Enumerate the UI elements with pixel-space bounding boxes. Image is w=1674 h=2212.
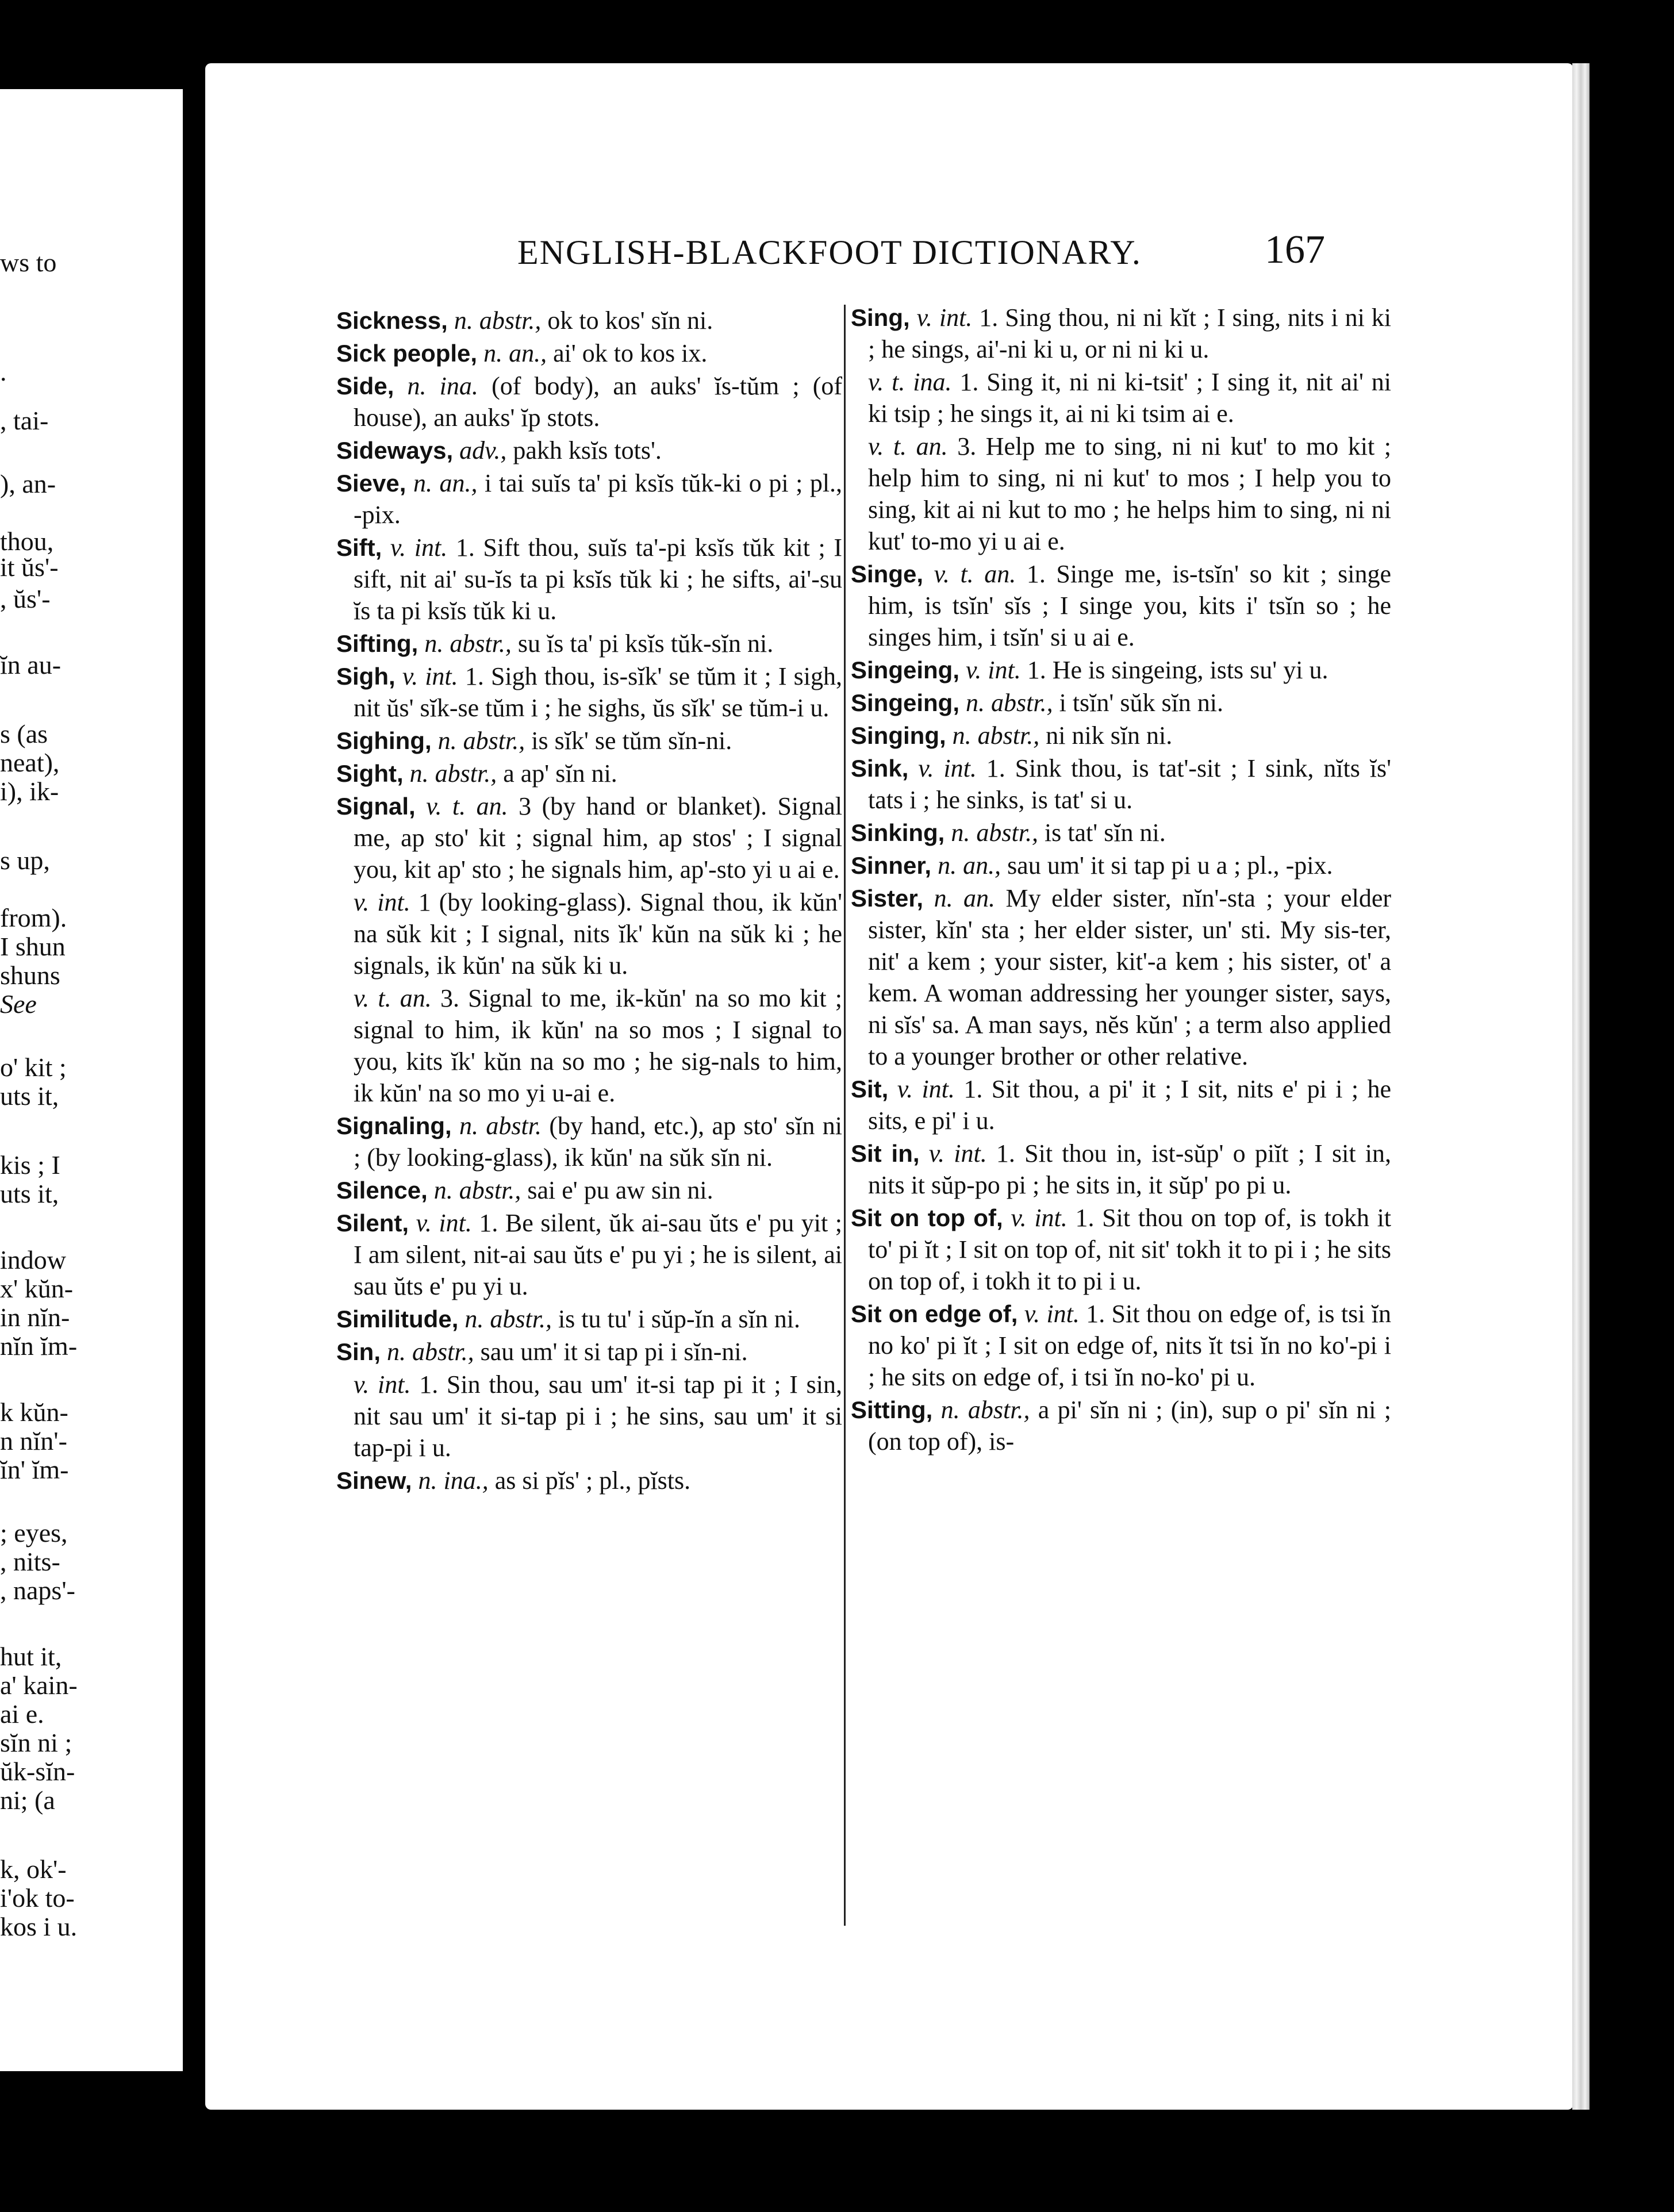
entry-headword: Sighing, xyxy=(336,727,432,754)
entry-grammar: n. abstr., xyxy=(966,689,1053,717)
left-page-text-fragment: k kŭn- xyxy=(0,1397,68,1427)
dictionary-entry xyxy=(851,1394,1391,1457)
dictionary-entry xyxy=(336,1207,842,1302)
left-page-text-fragment: n nĭn'- xyxy=(0,1426,67,1456)
dictionary-entry xyxy=(851,850,1391,881)
entry-headword: Sinew, xyxy=(336,1467,412,1494)
left-page-text-fragment: indow xyxy=(0,1245,66,1274)
left-page-text-fragment: kos i u. xyxy=(0,1912,78,1941)
entry-headword: Sift, xyxy=(336,534,382,561)
entry-definition: (of body), an auks' ĭs-tŭm ; (of house), an auks' ĭp stots. xyxy=(354,372,843,432)
entry-definition: 1. Sin thou, sau um' it-si tap pi it ; I sin, nit sau um' it si-tap pi i ; he sins, sau um' it si tap-pi i u. xyxy=(354,1370,843,1462)
entry-grammar: n. abstr., xyxy=(940,1396,1030,1424)
entry-grammar: n. abstr., xyxy=(437,727,525,755)
dictionary-entry xyxy=(851,1138,1391,1201)
entry-headword: Similitude, xyxy=(336,1305,459,1332)
dictionary-entry xyxy=(851,366,1391,429)
entry-grammar: v. int. xyxy=(354,1370,411,1399)
entry-headword: Sickness, xyxy=(336,307,448,334)
left-page-text-fragment: o' kit ; xyxy=(0,1053,67,1082)
entry-definition: is tu tu' i sŭp-ĭn a sĭn ni. xyxy=(558,1305,801,1333)
column-divider xyxy=(844,305,846,1926)
dictionary-column-right xyxy=(851,302,1391,1458)
entry-definition: 1. Sit thou on edge of, is tsi ĭn no ko' pi ĭt ; I sit on edge of, nits ĭt tsi ĭn no ko'-pi i ; he sits on edge of, i tsi ĭn no-ko' pi u. xyxy=(868,1300,1392,1391)
dictionary-entry xyxy=(336,1174,842,1206)
entry-grammar: n. abstr. xyxy=(459,1112,542,1140)
left-page-text-fragment: ), an- xyxy=(0,469,56,498)
dictionary-entry xyxy=(851,558,1391,653)
entry-grammar: v. t. an. xyxy=(934,560,1016,588)
left-page-text-fragment: ĭn au- xyxy=(0,650,62,679)
entry-definition: sai e' pu aw sin ni. xyxy=(527,1176,713,1204)
entry-headword: Sit, xyxy=(851,1076,889,1103)
entry-definition: ai' ok to kos ix. xyxy=(553,339,708,367)
dictionary-entry xyxy=(851,720,1391,751)
dictionary-entry xyxy=(851,1202,1391,1297)
entry-headword: Sieve, xyxy=(336,470,406,497)
left-page-text-fragment: , nits- xyxy=(0,1547,60,1576)
entry-headword: Sight, xyxy=(336,760,404,787)
entry-grammar: v. int. xyxy=(966,656,1021,684)
entry-headword: Sit on edge of, xyxy=(851,1300,1018,1327)
entry-definition: 3. Help me to sing, ni ni kut' to mo kit ; help him to sing, ni ni kut' to mos ; I help you to sing, kit ai ni kut to mo ; he helps him to sing, ni ni kut' to-mo yi u ai e. xyxy=(868,432,1391,555)
left-page-text-fragment: i'ok to- xyxy=(0,1883,75,1913)
dictionary-entry xyxy=(336,628,842,659)
entry-definition: 3. Signal to me, ik-kŭn' na so mo kit ; signal to him, ik kŭn' na so mos ; I signal to you, kits ĭk' kŭn na so mo ; he sig-nals to him, ik kŭn' na so mo yi u-ai e. xyxy=(354,984,842,1107)
entry-grammar: v. t. an. xyxy=(354,984,432,1012)
dictionary-entry xyxy=(336,758,842,789)
entry-grammar: n. ina., xyxy=(418,1466,489,1495)
entry-definition: 1. Sit thou, a pi' it ; I sit, nits e' pi i ; he sits, e pi' i u. xyxy=(868,1075,1392,1135)
left-page-text-fragment: ; eyes, xyxy=(0,1518,68,1547)
entry-grammar: n. abstr., xyxy=(454,306,542,335)
entry-headword: Sifting, xyxy=(336,630,418,657)
entry-definition: 1. Sink thou, is tat'-sit ; I sink, nĭts ĭs' tats i ; he sinks, is tat' si u. xyxy=(868,754,1392,814)
entry-grammar: n. abstr., xyxy=(464,1305,552,1333)
entry-headword: Side, xyxy=(336,372,394,400)
dictionary-column-left xyxy=(336,305,842,1497)
dictionary-entry xyxy=(336,305,842,336)
entry-definition: 1. Sit thou in, ist-sŭp' o piĭt ; I sit in, nits it sŭp-po pi ; he sits in, it sŭp' po pi u. xyxy=(868,1139,1392,1199)
entry-grammar: n. abstr., xyxy=(387,1338,474,1366)
entry-definition: 1. Sing thou, ni ni kĭt ; I sing, nits i ni ki ; he sings, ai'-ni ki u, or ni ni ki u. xyxy=(868,304,1392,363)
entry-grammar: v. int. xyxy=(916,304,973,332)
dictionary-entry xyxy=(336,435,842,466)
entry-definition: 1. Singe me, is-tsĭn' so kit ; singe him, is tsĭn' sĭs ; I singe you, kits i' tsĭn so ; he singes him, i tsĭn' si u ai e. xyxy=(868,560,1391,651)
entry-headword: Sitting, xyxy=(851,1396,933,1423)
entry-definition: 1. Sit thou on top of, is tokh it to' pi ĭt ; I sit on top of, nit sit' tokh it to pi i ; he sits on top of, i tokh it to pi i u. xyxy=(868,1204,1392,1295)
entry-grammar: v. int. xyxy=(918,754,977,782)
dictionary-entry xyxy=(336,725,842,756)
entry-headword: Sit in, xyxy=(851,1140,920,1167)
entry-grammar: n. an., xyxy=(413,469,478,497)
entry-grammar: n. abstr., xyxy=(424,629,512,658)
entry-headword: Sideways, xyxy=(336,437,454,464)
entry-definition: i tai suĭs ta' pi ksĭs tŭk-ki o pi ; pl., -pix. xyxy=(354,469,843,529)
entry-headword: Sin, xyxy=(336,1338,381,1365)
entry-headword: Silent, xyxy=(336,1209,409,1236)
entry-headword: Singing, xyxy=(851,722,946,749)
entry-headword: Silence, xyxy=(336,1177,428,1204)
dictionary-entry xyxy=(851,1298,1391,1393)
left-page-text-fragment: neat), xyxy=(0,748,60,777)
entry-headword: Singeing, xyxy=(851,689,959,716)
dictionary-entry xyxy=(851,817,1391,848)
entry-grammar: v. int. xyxy=(354,888,410,916)
left-page-text-fragment: hut it, xyxy=(0,1642,62,1671)
entry-definition: as si pĭs' ; pl., pĭsts. xyxy=(494,1466,691,1495)
dictionary-entry xyxy=(851,687,1391,719)
left-page-text-fragment: it ŭs'- xyxy=(0,552,59,582)
entry-definition: i tsĭn' sŭk sĭn ni. xyxy=(1059,689,1224,717)
entry-headword: Signal, xyxy=(336,793,416,820)
entry-definition: 1 (by looking-glass). Signal thou, ik kŭn' na sŭk kit ; I signal, nits ĭk' kŭn na sŭk ki ; he signals, ik kŭn' na sŭk ki u. xyxy=(354,888,843,980)
left-page-text-fragment: I shun xyxy=(0,932,66,961)
left-page-text-fragment: i), ik- xyxy=(0,777,59,806)
entry-grammar: v. int. xyxy=(897,1075,955,1103)
dictionary-entry xyxy=(336,1465,842,1496)
left-page-text-fragment: s up, xyxy=(0,846,50,875)
dictionary-entry xyxy=(851,752,1391,816)
entry-grammar: n. an., xyxy=(483,339,547,367)
dictionary-entry xyxy=(336,467,842,531)
entry-definition: su ĭs ta' pi ksĭs tŭk-sĭn ni. xyxy=(517,629,774,658)
left-page-text-fragment: ni; (a xyxy=(0,1785,55,1815)
dictionary-entry xyxy=(336,1303,842,1335)
entry-grammar: n. abstr., xyxy=(409,759,497,788)
entry-headword: Sit on top of, xyxy=(851,1204,1003,1231)
entry-definition: sau um' it si tap pi u a ; pl., -pix. xyxy=(1007,851,1333,880)
entry-headword: Sister, xyxy=(851,885,924,912)
entry-grammar: n. abstr., xyxy=(433,1176,521,1204)
entry-grammar: v. int. xyxy=(416,1209,472,1237)
entry-definition: ok to kos' sĭn ni. xyxy=(547,306,713,335)
dictionary-entry xyxy=(336,660,842,724)
left-page-text-fragment: . xyxy=(0,357,7,386)
running-header: ENGLISH-BLACKFOOT DICTIONARY. xyxy=(517,233,1142,271)
left-page-text-fragment: ai e. xyxy=(0,1699,44,1729)
entry-headword: Sigh, xyxy=(336,663,396,690)
entry-definition: 1. Be silent, ŭk ai-sau ŭts e' pu yit ; I am silent, nit-ai sau ŭts e' pu yi ; he is silent, ai sau ŭts e' pu yi u. xyxy=(354,1209,843,1300)
dictionary-entry xyxy=(336,982,842,1109)
left-page-text-fragment: , ŭs'- xyxy=(0,584,51,613)
entry-grammar: n. abstr., xyxy=(951,819,1038,847)
dictionary-entry xyxy=(336,1110,842,1173)
dictionary-entry xyxy=(336,1369,842,1464)
dictionary-entry xyxy=(336,337,842,369)
entry-definition: ni nik sĭn ni. xyxy=(1046,721,1173,750)
left-page-text-fragment: s (as xyxy=(0,719,48,748)
entry-grammar: adv., xyxy=(459,436,507,464)
entry-grammar: v. int. xyxy=(402,662,458,690)
entry-grammar: n. an., xyxy=(938,851,1001,880)
left-page-text-fragment: uts it, xyxy=(0,1081,59,1111)
left-page-text-fragment: from). xyxy=(0,903,67,932)
left-page-text-fragment: x' kŭn- xyxy=(0,1274,74,1303)
dictionary-entry xyxy=(336,370,842,433)
left-page-text-fragment: , naps'- xyxy=(0,1576,75,1605)
entry-grammar: v. t. ina. xyxy=(868,368,952,396)
entry-definition: pakh ksĭs tots'. xyxy=(513,436,662,464)
entry-definition: 1. Sift thou, suĭs ta'-pi ksĭs tŭk kit ; I sift, nit ai' su-ĭs ta pi ksĭs tŭk ki ; he sifts, ai'-su ĭs ta pi ksĭs tŭk ki u. xyxy=(354,533,842,625)
left-page-text-fragment: , tai- xyxy=(0,406,49,435)
entry-headword: Sinner, xyxy=(851,852,932,879)
entry-definition: is sĭk' se tŭm sĭn-ni. xyxy=(531,727,732,755)
dictionary-entry xyxy=(851,302,1391,365)
entry-headword: Sink, xyxy=(851,755,909,782)
entry-headword: Signaling, xyxy=(336,1112,452,1139)
entry-definition: 3 (by hand or blanket). Signal me, ap sto' kit ; signal him, ap stos' ; I signal you, kit ap' sto ; he signals him, ap'-sto yi u ai e. xyxy=(354,792,842,884)
entry-headword: Singe, xyxy=(851,560,924,587)
dictionary-entry xyxy=(851,431,1391,557)
dictionary-entry xyxy=(336,532,842,627)
left-page-text-fragment: thou, xyxy=(0,527,54,556)
left-page-text-fragment: uts it, xyxy=(0,1179,59,1208)
page-number: 167 xyxy=(1265,228,1325,272)
dictionary-entry xyxy=(851,882,1391,1072)
entry-definition: sau um' it si tap pi i sĭn-ni. xyxy=(480,1338,748,1366)
entry-definition: 1. Sigh thou, is-sĭk' se tŭm it ; I sigh, nit ŭs' sĭk-se tŭm i ; he sighs, ŭs sĭk' se tŭm-i u. xyxy=(354,662,843,722)
entry-headword: Sing, xyxy=(851,304,910,331)
entry-definition: (by hand, etc.), ap sto' sĭn ni ; (by looking-glass), ik kŭn' na sŭk sĭn ni. xyxy=(354,1112,842,1172)
entry-definition: a ap' sĭn ni. xyxy=(503,759,617,788)
entry-definition: 1. He is singeing, ists su' yi u. xyxy=(1027,656,1329,684)
entry-grammar: v. t. an. xyxy=(426,792,508,820)
entry-headword: Sinking, xyxy=(851,819,945,846)
entry-grammar: n. abstr., xyxy=(952,721,1040,750)
entry-grammar: v. int. xyxy=(390,533,448,562)
left-page-text-fragment: in nĭn- xyxy=(0,1303,70,1332)
entry-definition: My elder sister, nĭn'-sta ; your elder sister, kĭn' sta ; her elder sister, un' sti. My sis-ter, nit' a kem ; your sister, kit'-a kem ; his sister, ot' a kem. A woman addressing her younger sister, says, ni sĭs' sa. A man says, nĕs kŭn' ; a term also applied to a younger brother or other relative. xyxy=(868,884,1392,1070)
entry-grammar: v. int. xyxy=(928,1139,987,1168)
left-page-text-fragment: shuns xyxy=(0,961,60,990)
left-page xyxy=(0,89,183,2071)
entry-definition: is tat' sĭn ni. xyxy=(1044,819,1166,847)
left-page-text-fragment: ŭk-sĭn- xyxy=(0,1757,75,1786)
book-spine-edge xyxy=(1572,63,1589,2110)
left-page-text-fragment: nĭn ĭm- xyxy=(0,1331,78,1361)
entry-headword: Singeing, xyxy=(851,656,959,683)
left-page-text-fragment: ĭn' ĭm- xyxy=(0,1455,69,1484)
entry-definition: 1. Sing it, ni ni ki-tsit' ; I sing it, nit ai' ni ki tsip ; he sings it, ai ni ki tsim ai e. xyxy=(868,368,1391,428)
dictionary-entry xyxy=(336,790,842,885)
left-page-text-fragment: sĭn ni ; xyxy=(0,1728,72,1757)
left-page-text-fragment: See xyxy=(0,989,37,1019)
entry-grammar: v. int. xyxy=(1011,1204,1068,1232)
dictionary-entry xyxy=(851,1073,1391,1136)
entry-definition: a pi' sĭn ni ; (in), sup o pi' sĭn ni ; (on top of), is- xyxy=(868,1396,1392,1456)
dictionary-entry xyxy=(336,1336,842,1368)
left-page-text-fragment: k, ok'- xyxy=(0,1854,67,1884)
entry-grammar: n. ina. xyxy=(407,372,478,400)
entry-headword: Sick people, xyxy=(336,340,478,367)
left-page-text-fragment: a' kain- xyxy=(0,1670,78,1700)
entry-grammar: v. int. xyxy=(1024,1300,1080,1328)
dictionary-entry xyxy=(336,886,842,981)
entry-grammar: n. an. xyxy=(934,884,996,912)
entry-grammar: v. t. an. xyxy=(868,432,948,460)
left-page-text-fragment: ws to xyxy=(0,248,57,277)
left-page-text-fragment: kis ; I xyxy=(0,1150,60,1180)
dictionary-entry xyxy=(851,654,1391,686)
